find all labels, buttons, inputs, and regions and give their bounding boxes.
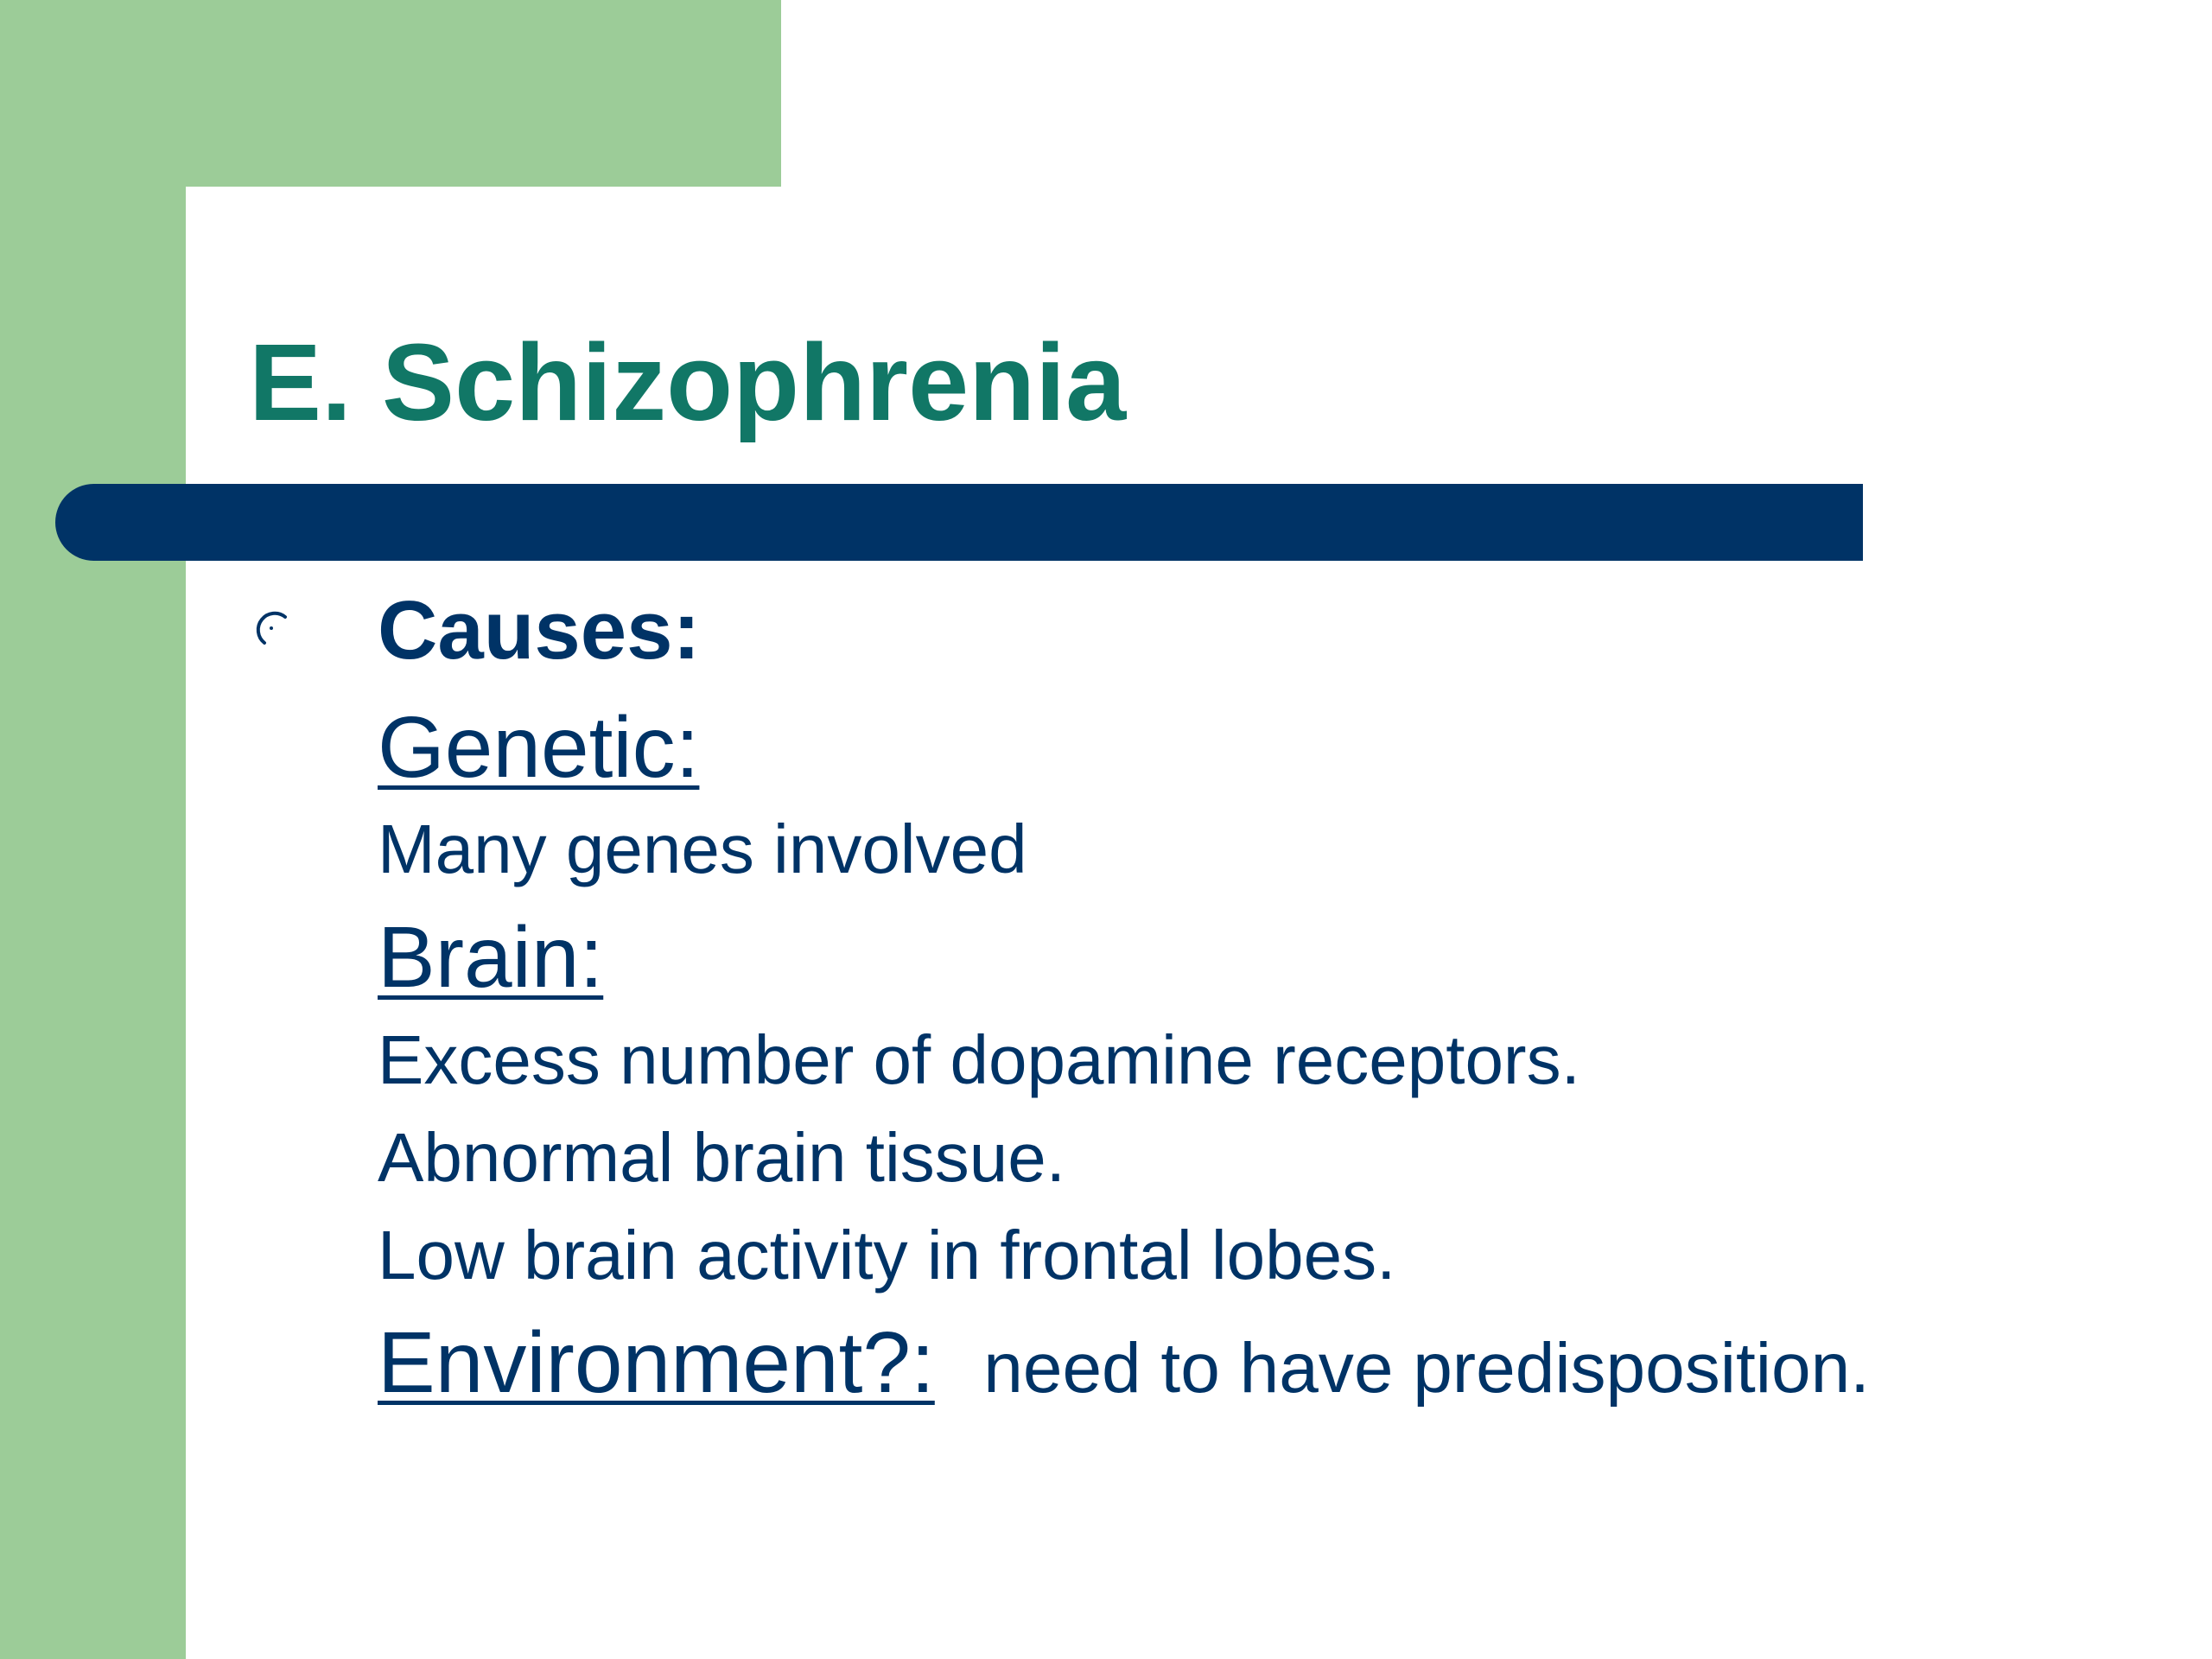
title-underline-bar	[55, 484, 1863, 561]
causes-label: Causes:	[378, 584, 701, 677]
open-circle-bullet-icon	[251, 607, 296, 652]
brain-detail-dopamine: Excess number of dopamine receptors.	[378, 1021, 1580, 1098]
environment-heading: Environment?:	[378, 1314, 935, 1411]
environment-row	[378, 1314, 1870, 1411]
genetic-detail: Many genes involved	[378, 810, 1027, 887]
brain-detail-tissue: Abnormal brain tissue.	[378, 1119, 1065, 1196]
slide-title: E. Schizophrenia	[249, 321, 1127, 443]
brain-heading: Brain:	[378, 909, 604, 1006]
genetic-heading: Genetic:	[378, 699, 700, 796]
environment-detail: need to have predisposition.	[983, 1329, 1870, 1408]
left-green-sidebar	[0, 0, 186, 1659]
brain-detail-frontal-lobes: Low brain activity in frontal lobes.	[378, 1217, 1396, 1294]
